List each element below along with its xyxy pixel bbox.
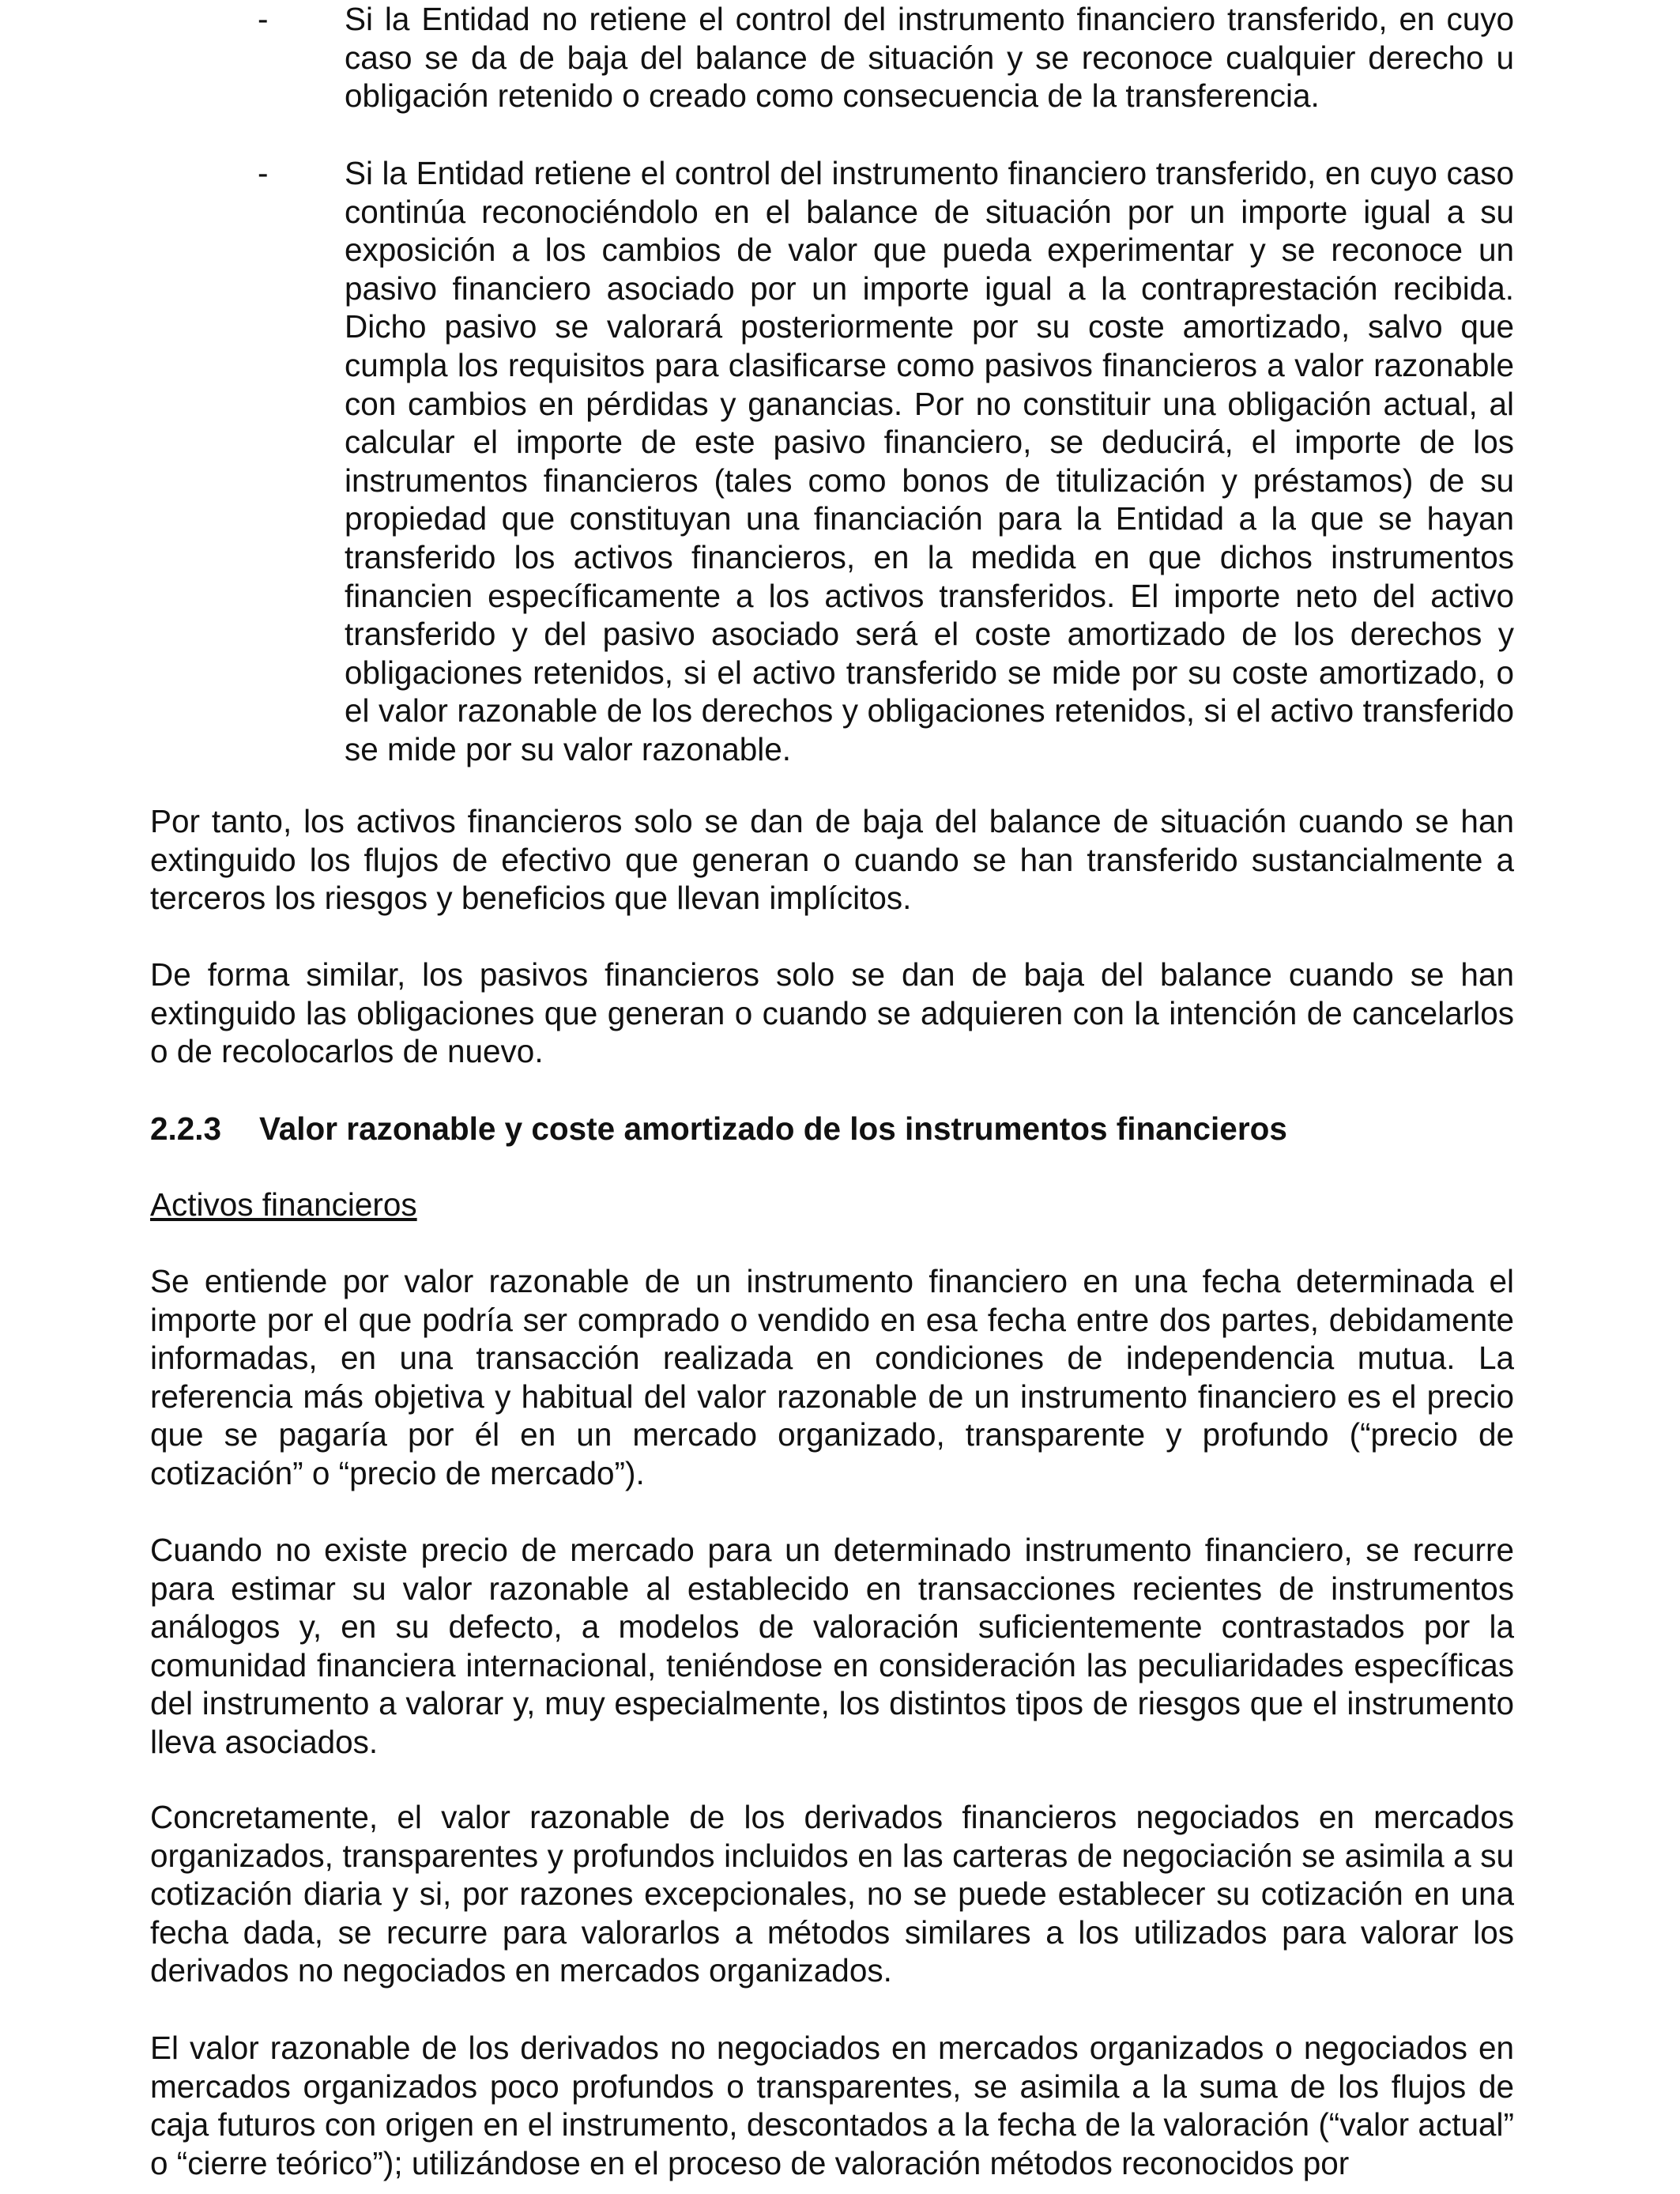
section-title: Valor razonable y coste amortizado de los instrumentos financieros [259, 1110, 1287, 1147]
bullet-text: Si la Entidad retiene el control del instrumento financiero transferido, en cuyo caso continúa reconociéndolo en el balance de situación por un importe igual a su exposición a los cambios de valor que pueda experimentar y se reconoce un pasivo financiero asociado por un importe igual a la contraprestación recibida. Dicho pasivo se valorará posteriormente por su coste amortizado, salvo que cumpla los requisitos para clasificarse como pasivos financieros a valor razonable con cambios en pérdidas y ganancias. Por no constituir una obligación actual, al calcular el importe de este pasivo financiero, se deducirá, el importe de los instrumentos financieros (tales como bonos de titulización y préstamos) de su propiedad que constituyan una financiación para la Entidad a la que se hayan transferido los activos financieros, en la medida en que dichos instrumentos financien específicamente a los activos transferidos. El importe neto del activo transferido y del pasivo asociado será el coste amortizado de los derechos y obligaciones retenidos, si el activo transferido se mide por su coste amortizado, o el valor razonable de los derechos y obligaciones retenidos, si el activo transferido se mide por su valor razonable. [345, 155, 1514, 767]
paragraph-derivatives-organized-markets: Concretamente, el valor razonable de los derivados financieros negociados en mercados organizados, transparentes y profundos incluidos en las carteras de negociación se asimila a su cotización diaria y si, por razones excepcionales, no se puede establecer su cotización en una fecha dada, se recurre para valorarlos a métodos similares a los utilizados para valorar los derivados no negociados en mercados organizados. [150, 1799, 1514, 1989]
bullet-marker: - [258, 155, 269, 191]
paragraph-derecognition-liabilities: De forma similar, los pasivos financieros solo se dan de baja del balance cuando se han extinguido las obligaciones que generan o cuando se adquieren con la intención de cancelarlos o de recolocarlos de nuevo. [150, 956, 1514, 1070]
paragraph-derecognition-assets: Por tanto, los activos financieros solo se dan de baja del balance de situación cuando se han extinguido los flujos de efectivo que generan o cuando se han transferido sustancialmente a terceros los riesgos y beneficios que llevan implícitos. [150, 803, 1514, 917]
section-number: 2.2.3 [150, 1110, 222, 1147]
subsection-heading: Activos financieros [150, 1186, 417, 1223]
bullet-marker: - [258, 1, 269, 37]
section-heading [150, 1110, 1514, 1148]
paragraph-derivatives-otc: El valor razonable de los derivados no negociados en mercados organizados o negociados en mercados organizados poco profundos o transparentes, se asimila a la suma de los flujos de caja futuros con origen en el instrumento, descontados a la fecha de la valoración (“valor actual” o “cierre teórico”); utilizándose en el proceso de valoración métodos reconocidos por [150, 2030, 1514, 2181]
bullet-item-entity-no-control [258, 0, 1514, 115]
bullet-item-entity-retains-control [258, 154, 1514, 769]
paragraph-no-market-price: Cuando no existe precio de mercado para un determinado instrumento financiero, se recurre para estimar su valor razonable al establecido en transacciones recientes de instrumentos análogos y, en su defecto, a modelos de valoración suficientemente contrastados por la comunidad financiera internacional, teniéndose en consideración las peculiaridades específicas del instrumento a valorar y, muy especialmente, los distintos tipos de riesgos que el instrumento lleva asociados. [150, 1532, 1514, 1760]
bullet-text: Si la Entidad no retiene el control del instrumento financiero transferido, en cuyo caso se da de baja del balance de situación y se reconoce cualquier derecho u obligación retenido o creado como consecuencia de la transferencia. [345, 1, 1514, 115]
paragraph-fair-value-definition: Se entiende por valor razonable de un instrumento financiero en una fecha determinada el importe por el que podría ser comprado o vendido en esa fecha entre dos partes, debidamente informadas, en una transacción realizada en condiciones de independencia mutua. La referencia más objetiva y habitual del valor razonable de un instrumento financiero es el precio que se pagaría por él en un mercado organizado, transparente y profundo (“precio de cotización” o “precio de mercado”). [150, 1263, 1514, 1491]
